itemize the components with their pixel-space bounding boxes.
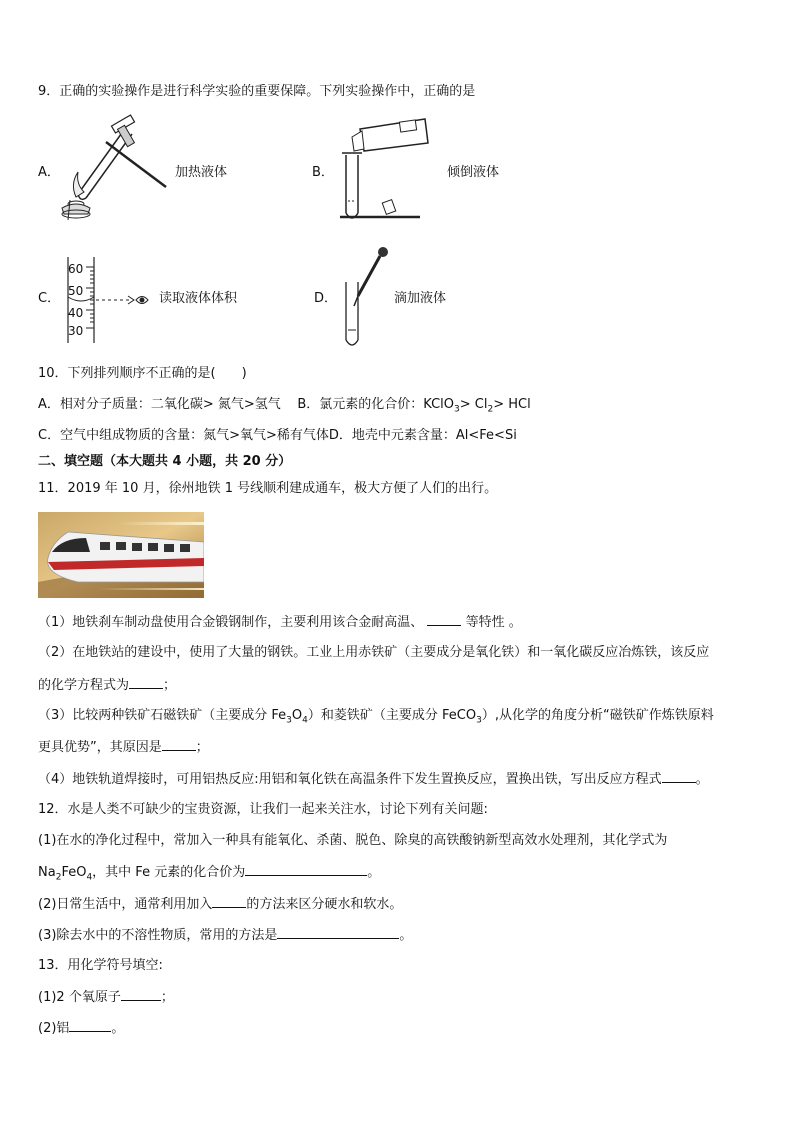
- dropping-liquid-figure: [340, 244, 390, 349]
- q9-option-a-label: 加热液体: [175, 165, 228, 180]
- heating-liquid-figure: [56, 112, 176, 222]
- q10-option-c: C．空气中组成物质的含量：氮气>氧气>稀有气体: [38, 428, 329, 443]
- q11-part3-line2: 更具优势”，其原因是 ；: [38, 740, 209, 755]
- q10-option-a: A．相对分子质量：二氧化碳> 氮气>氢气: [38, 397, 281, 412]
- q12-part1-line1: (1)在水的净化过程中，常加入一种具有能氧化、杀菌、脱色、除臭的高铁酸钠新型高效水处理剂，其化学式为: [38, 833, 668, 848]
- answer-blank[interactable]: [277, 926, 399, 939]
- answer-blank[interactable]: [212, 895, 246, 908]
- q9-option-c-label: 读取液体体积: [159, 291, 238, 306]
- q9-option-d-label: 滴加液体: [394, 291, 447, 306]
- q12-stem: 12．水是人类不可缺少的宝贵资源，让我们一起来关注水，讨论下列有关问题:: [38, 802, 488, 817]
- answer-blank[interactable]: [69, 1019, 111, 1032]
- q11-part4: （4）地铁轨道焊接时，可用铝热反应:用铝和氧化铁在高温条件下发生置换反应，置换出铁，写出反应方程式 。: [38, 772, 709, 787]
- q9-option-c-letter: C．: [38, 291, 61, 306]
- answer-blank[interactable]: [162, 738, 196, 751]
- q9-option-d-letter: D．: [314, 291, 338, 306]
- q10-options-cd: [38, 427, 517, 445]
- q12-part1-line2: $Na_2FeO_4$，其中 Fe 元素的化合价为 。: [38, 865, 381, 883]
- answer-blank[interactable]: [121, 988, 161, 1001]
- scale-50: 50: [68, 284, 84, 298]
- q13-part2: (2)铝 。: [38, 1021, 125, 1036]
- q10-options-ab: [38, 396, 531, 419]
- q9-option-a-letter: A．: [38, 165, 60, 180]
- section-title: 二、填空题（本大题共 4 小题，共 20 分）: [38, 454, 292, 469]
- scale-60: 60: [68, 262, 84, 276]
- q11-part2-line1: （2）在地铁站的建设中，使用了大量的钢铁。工业上用赤铁矿（主要成分是氧化铁）和一氧化碳反应冶炼铁，该反应: [38, 645, 710, 660]
- answer-blank[interactable]: [662, 770, 696, 783]
- q11-part2-line2: 的化学方程式为 ；: [38, 678, 177, 693]
- q10-option-d: D．地壳中元素含量：Al<Fe<Si: [328, 428, 517, 443]
- q13-stem: 13．用化学符号填空:: [38, 958, 163, 973]
- scale-40: 40: [68, 306, 84, 320]
- q9-option-b-letter: B．: [312, 165, 334, 180]
- q10-stem: 10．下列排列顺序不正确的是( ): [38, 366, 247, 381]
- q11-part3-line1: （3）比较两种铁矿石磁铁矿（主要成分 $Fe_3O_4$）和菱铁矿（主要成分 FeCO$_3$）,从化学的角度分析“磁铁矿作炼铁原料: [38, 708, 714, 726]
- q12-part2: (2)日常生活中，通常利用加入 的方法来区分硬水和软水。: [38, 897, 403, 912]
- pouring-liquid-figure: [340, 115, 435, 225]
- q11-stem: 11．2019 年 10 月，徐州地铁 1 号线顺利建成通车，极大方便了人们的出行。: [38, 481, 498, 496]
- q12-part3: (3)除去水中的不溶性物质，常用的方法是 。: [38, 928, 413, 943]
- cylinder-scale: [68, 258, 83, 342]
- scale-30: 30: [68, 324, 84, 338]
- q11-part1: （1）地铁刹车制动盘使用合金锻钢制作，主要利用该合金耐高温、 等特性 。: [38, 615, 522, 630]
- q9-stem: 9．正确的实验操作是进行科学实验的重要保障。下列实验操作中，正确的是: [38, 84, 476, 99]
- q13-part1: (1)2 个氧原子 ；: [38, 990, 174, 1005]
- answer-blank[interactable]: [245, 863, 367, 876]
- metro-train-image: [38, 512, 204, 598]
- q10-option-b: B．氯元素的化合价：KClO$_3$> $Cl_2>$ HCl: [297, 397, 531, 415]
- answer-blank[interactable]: [129, 676, 163, 689]
- answer-blank[interactable]: [427, 613, 461, 626]
- q9-option-b-label: 倾倒液体: [447, 165, 500, 180]
